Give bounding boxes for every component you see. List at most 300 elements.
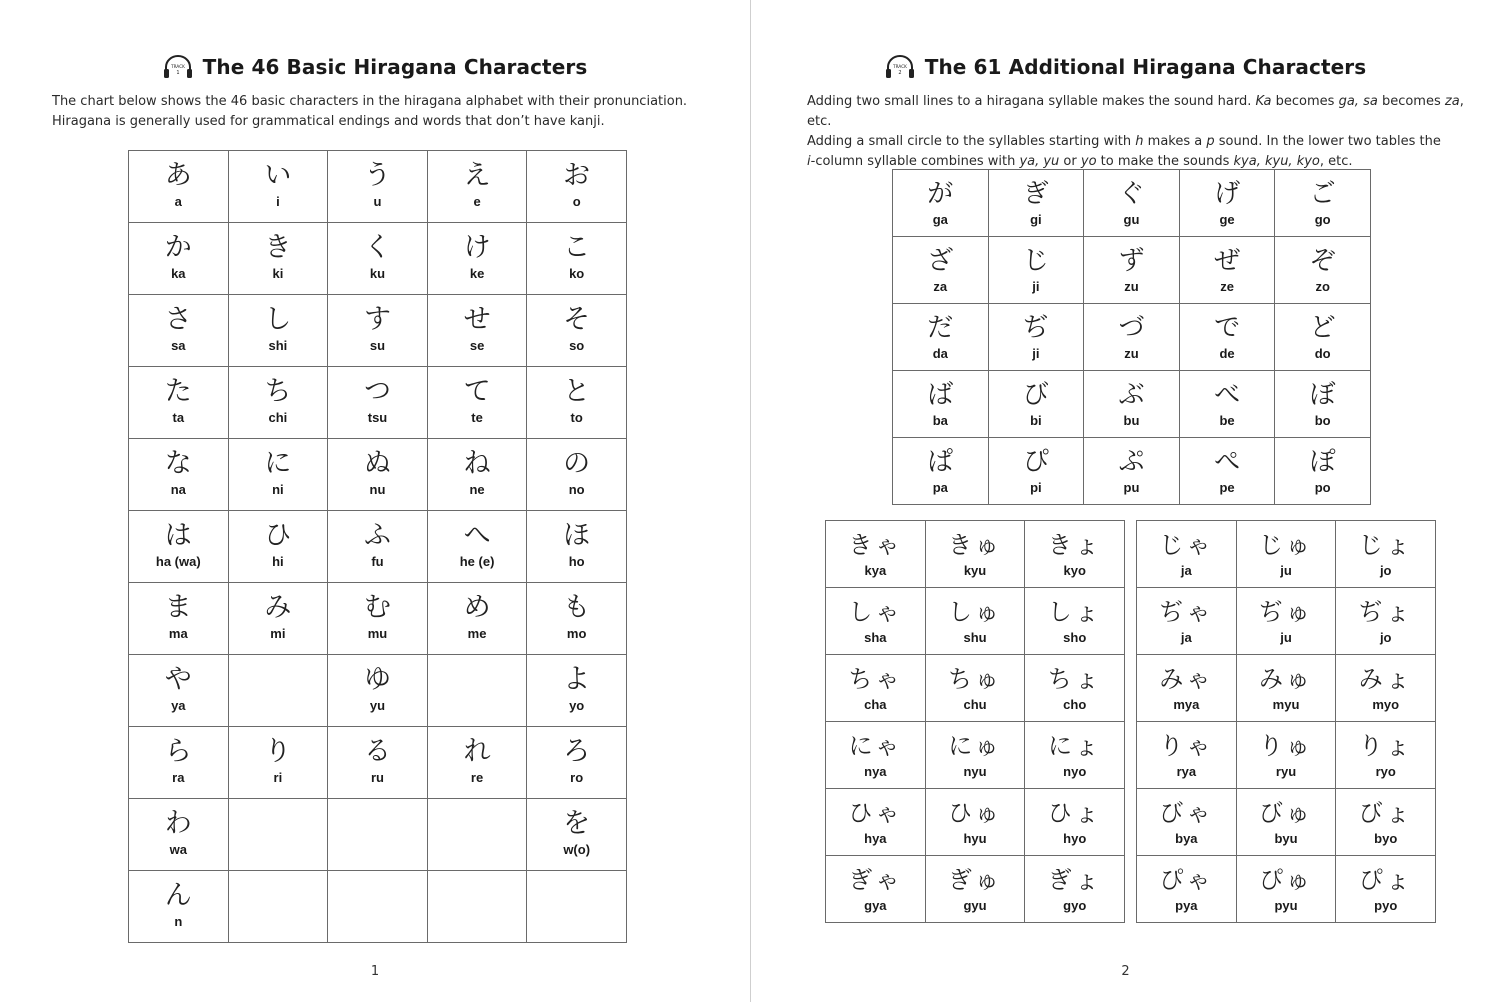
kana-character: ぱ xyxy=(927,447,954,477)
intro-text: becomes xyxy=(1377,94,1445,109)
table-row xyxy=(1137,789,1436,856)
headphones-icon xyxy=(163,54,193,80)
kana-cell xyxy=(129,655,229,727)
romaji-label: ha (wa) xyxy=(155,554,201,569)
romaji-label: bo xyxy=(1314,413,1331,428)
romaji-label: ka xyxy=(171,266,186,281)
romaji-label: yo xyxy=(569,698,585,713)
kana-character: な xyxy=(164,448,192,479)
kana-character: せ xyxy=(463,304,491,335)
kana-cell xyxy=(988,371,1084,438)
kana-cell xyxy=(988,170,1084,237)
table-row xyxy=(1137,722,1436,789)
kana-character: ぎ xyxy=(1022,179,1049,209)
kana-character: そ xyxy=(563,304,591,335)
kana-character: え xyxy=(463,160,491,191)
romaji-label: ju xyxy=(1280,630,1292,645)
kana-cell xyxy=(826,856,926,923)
kana-cell xyxy=(527,367,627,439)
romaji-label: chu xyxy=(963,697,987,712)
kana-character: ぢょ xyxy=(1358,598,1413,626)
romaji-label: mo xyxy=(566,626,587,641)
kana-character: わ xyxy=(164,808,192,839)
empty-cell xyxy=(427,655,527,727)
table-row xyxy=(1137,856,1436,923)
kana-character: ひょ xyxy=(1047,799,1102,827)
kana-cell xyxy=(328,223,428,295)
kana-character: びゃ xyxy=(1159,799,1214,827)
kana-character: しゅ xyxy=(948,598,1003,626)
kana-cell xyxy=(129,151,229,223)
kana-character: ほ xyxy=(563,520,591,551)
empty-cell xyxy=(328,871,428,943)
kana-cell xyxy=(129,583,229,655)
kana-cell xyxy=(427,151,527,223)
kana-cell xyxy=(1137,521,1237,588)
table-row xyxy=(893,371,1371,438)
kana-cell xyxy=(1137,588,1237,655)
intro-line: The chart below shows the 46 basic characters in the hiragana alphabet with their pronunciation. xyxy=(52,94,688,109)
kana-character: も xyxy=(563,592,591,623)
right-title-row xyxy=(751,54,1500,80)
kana-cell xyxy=(1236,588,1336,655)
kana-character: きゃ xyxy=(848,531,903,559)
empty-cell xyxy=(527,871,627,943)
kana-cell xyxy=(1336,856,1436,923)
kana-character: ぺ xyxy=(1214,447,1241,477)
kana-cell xyxy=(1275,438,1371,505)
kana-character: を xyxy=(563,808,591,839)
kana-cell xyxy=(228,223,328,295)
kana-character: や xyxy=(164,664,192,695)
kana-character: と xyxy=(563,376,591,407)
romaji-label: ge xyxy=(1219,212,1235,227)
intro-text: , etc. xyxy=(1319,154,1353,169)
romaji-label: sha xyxy=(864,630,887,645)
kana-character: し xyxy=(264,304,292,335)
kana-cell xyxy=(925,521,1025,588)
empty-cell xyxy=(328,799,428,871)
kana-character: づ xyxy=(1118,313,1145,343)
romaji-label: to xyxy=(570,410,583,425)
table-row xyxy=(1137,521,1436,588)
romaji-label: mu xyxy=(367,626,388,641)
romaji-label: so xyxy=(569,338,585,353)
kana-character: りゃ xyxy=(1159,732,1214,760)
track-label: TRACK xyxy=(170,64,185,69)
kana-character: ちょ xyxy=(1047,665,1102,693)
kana-character: ぶ xyxy=(1118,380,1145,410)
italic-term: h xyxy=(1135,134,1144,149)
intro-paragraph xyxy=(807,92,1487,172)
kana-cell xyxy=(988,304,1084,371)
table-row xyxy=(893,170,1371,237)
kana-cell xyxy=(129,799,229,871)
romaji-label: gya xyxy=(864,898,887,913)
kana-character: ぴょ xyxy=(1358,866,1413,894)
combination-chart-left xyxy=(825,520,1125,923)
empty-cell xyxy=(228,871,328,943)
kana-character: あ xyxy=(164,160,192,191)
kana-cell xyxy=(427,439,527,511)
table-row xyxy=(129,655,627,727)
kana-cell xyxy=(988,438,1084,505)
kana-cell xyxy=(427,511,527,583)
kana-character: ぽ xyxy=(1309,447,1336,477)
kana-character: ろ xyxy=(563,736,591,767)
kana-cell xyxy=(129,871,229,943)
kana-character: ぢゅ xyxy=(1259,598,1314,626)
romaji-label: jo xyxy=(1379,630,1392,645)
romaji-label: za xyxy=(933,279,948,294)
intro-text: sound. In the lower two tables the xyxy=(1214,134,1441,149)
kana-cell xyxy=(1084,304,1180,371)
romaji-label: pu xyxy=(1123,480,1140,495)
kana-cell xyxy=(1137,789,1237,856)
kana-cell xyxy=(1137,655,1237,722)
page-title: The 61 Additional Hiragana Characters xyxy=(924,55,1367,79)
italic-term: ga, sa xyxy=(1338,94,1378,109)
romaji-label: mi xyxy=(270,626,286,641)
kana-character: ぐ xyxy=(1118,179,1145,209)
kana-cell xyxy=(129,223,229,295)
table-row xyxy=(129,367,627,439)
kana-cell xyxy=(1275,237,1371,304)
kana-cell xyxy=(1137,722,1237,789)
romaji-label: ku xyxy=(369,266,386,281)
kana-cell xyxy=(427,367,527,439)
track-number: 2 xyxy=(898,70,902,76)
kana-cell xyxy=(893,371,989,438)
romaji-label: rya xyxy=(1176,764,1197,779)
romaji-label: sho xyxy=(1063,630,1087,645)
romaji-label: ri xyxy=(273,770,283,785)
kana-cell xyxy=(826,521,926,588)
kana-cell xyxy=(228,727,328,799)
table-row xyxy=(129,727,627,799)
romaji-label: pi xyxy=(1030,480,1042,495)
kana-character: ぢ xyxy=(1022,313,1049,343)
empty-cell xyxy=(427,799,527,871)
kana-character: に xyxy=(264,448,292,479)
kana-character: め xyxy=(463,592,491,623)
intro-text: Adding two small lines to a hiragana syllable makes the sound hard. xyxy=(807,94,1256,109)
table-row xyxy=(893,438,1371,505)
kana-cell xyxy=(925,722,1025,789)
romaji-label: do xyxy=(1314,346,1331,361)
romaji-label: gyu xyxy=(963,898,987,913)
table-row xyxy=(826,588,1125,655)
kana-cell xyxy=(826,789,926,856)
kana-character: う xyxy=(363,160,391,191)
intro-text: to make the sounds xyxy=(1096,154,1234,169)
kana-character: は xyxy=(164,520,192,551)
kana-cell xyxy=(1025,521,1125,588)
intro-line: Hiragana is generally used for grammatical endings and words that don’t have kanji. xyxy=(52,114,605,129)
romaji-label: ju xyxy=(1280,563,1292,578)
romaji-label: na xyxy=(170,482,186,497)
italic-term: i xyxy=(807,154,811,169)
kana-character: ひ xyxy=(264,520,292,551)
romaji-label: hyu xyxy=(963,831,987,846)
kana-character: ひゃ xyxy=(848,799,903,827)
kana-cell xyxy=(1236,521,1336,588)
romaji-label: ma xyxy=(168,626,188,641)
kana-character: ら xyxy=(164,736,192,767)
kana-character: ぢゃ xyxy=(1159,598,1214,626)
kana-cell xyxy=(988,237,1084,304)
intro-text: Adding a small circle to the syllables starting with xyxy=(807,134,1136,149)
romaji-label: n xyxy=(174,914,183,929)
romaji-label: jo xyxy=(1379,563,1392,578)
italic-term: kya, kyu, kyo xyxy=(1233,154,1320,169)
kana-cell xyxy=(925,588,1025,655)
kana-character: じゅ xyxy=(1259,531,1314,559)
romaji-label: ji xyxy=(1032,279,1040,294)
kana-character: ぬ xyxy=(363,448,391,479)
kana-cell xyxy=(1336,521,1436,588)
romaji-label: go xyxy=(1314,212,1331,227)
kana-cell xyxy=(527,295,627,367)
kana-character: ご xyxy=(1309,179,1336,209)
kana-character: ど xyxy=(1309,313,1336,343)
basic-hiragana-chart xyxy=(128,150,627,943)
kana-cell xyxy=(527,583,627,655)
romaji-label: nya xyxy=(864,764,887,779)
kana-cell xyxy=(1025,588,1125,655)
kana-character: の xyxy=(563,448,591,479)
romaji-label: myu xyxy=(1272,697,1300,712)
romaji-label: nu xyxy=(369,482,386,497)
kana-cell xyxy=(1025,856,1125,923)
intro-paragraph xyxy=(52,92,692,132)
kana-character: りょ xyxy=(1358,732,1413,760)
table-row xyxy=(129,871,627,943)
kana-cell xyxy=(129,367,229,439)
kana-cell xyxy=(925,789,1025,856)
kana-character: よ xyxy=(563,664,591,695)
kana-cell xyxy=(129,511,229,583)
kana-cell xyxy=(129,727,229,799)
kana-character: ぷ xyxy=(1118,447,1145,477)
italic-term: ya, yu xyxy=(1019,154,1060,169)
romaji-label: ryu xyxy=(1275,764,1297,779)
romaji-label: tsu xyxy=(367,410,388,425)
kana-cell xyxy=(1025,655,1125,722)
kana-cell xyxy=(1179,170,1275,237)
romaji-label: po xyxy=(1314,480,1331,495)
voiced-hiragana-chart xyxy=(892,169,1371,505)
romaji-label: ryo xyxy=(1375,764,1396,779)
romaji-label: byu xyxy=(1274,831,1298,846)
romaji-label: myo xyxy=(1372,697,1400,712)
romaji-label: hi xyxy=(272,554,284,569)
romaji-label: pyo xyxy=(1374,898,1398,913)
romaji-label: i xyxy=(276,194,280,209)
intro-line xyxy=(807,134,1441,149)
kana-character: べ xyxy=(1214,380,1241,410)
romaji-label: ko xyxy=(569,266,585,281)
kana-cell xyxy=(228,367,328,439)
kana-cell xyxy=(1084,371,1180,438)
romaji-label: nyo xyxy=(1063,764,1087,779)
romaji-label: ho xyxy=(568,554,585,569)
kana-cell xyxy=(893,170,989,237)
kana-cell xyxy=(1336,655,1436,722)
table-row xyxy=(1137,655,1436,722)
kana-character: へ xyxy=(463,520,491,551)
kana-character: びょ xyxy=(1358,799,1413,827)
romaji-label: kyu xyxy=(963,563,987,578)
romaji-label: cho xyxy=(1063,697,1087,712)
kana-cell xyxy=(228,151,328,223)
kana-cell xyxy=(893,237,989,304)
romaji-label: be xyxy=(1219,413,1235,428)
kana-cell xyxy=(228,511,328,583)
romaji-label: ja xyxy=(1180,563,1192,578)
kana-cell xyxy=(228,439,328,511)
romaji-label: me xyxy=(467,626,487,641)
table-row xyxy=(129,223,627,295)
kana-cell xyxy=(228,295,328,367)
kana-cell xyxy=(826,588,926,655)
kana-cell xyxy=(893,304,989,371)
romaji-label: kyo xyxy=(1063,563,1086,578)
italic-term: yo xyxy=(1080,154,1097,169)
kana-cell xyxy=(527,151,627,223)
kana-character: ゆ xyxy=(363,664,391,695)
romaji-label: ta xyxy=(172,410,185,425)
romaji-label: fu xyxy=(371,554,384,569)
kana-cell xyxy=(925,655,1025,722)
kana-cell xyxy=(527,727,627,799)
kana-cell xyxy=(1084,438,1180,505)
kana-cell xyxy=(1025,722,1125,789)
romaji-label: w(o) xyxy=(563,842,591,857)
kana-cell xyxy=(1025,789,1125,856)
kana-character: ざ xyxy=(927,246,954,276)
kana-character: ん xyxy=(164,880,192,911)
kana-cell xyxy=(1137,856,1237,923)
kana-cell xyxy=(527,799,627,871)
kana-cell xyxy=(328,655,428,727)
romaji-label: ga xyxy=(932,212,948,227)
kana-character: しょ xyxy=(1047,598,1102,626)
romaji-label: he (e) xyxy=(459,554,495,569)
kana-character: ぴゃ xyxy=(1159,866,1214,894)
romaji-label: u xyxy=(373,194,382,209)
romaji-label: mya xyxy=(1173,697,1200,712)
combination-chart-right xyxy=(1136,520,1436,923)
kana-character: ぎゃ xyxy=(848,866,903,894)
intro-text: or xyxy=(1059,154,1081,169)
kana-character: い xyxy=(264,160,292,191)
headphones-icon xyxy=(885,54,915,80)
kana-character: ね xyxy=(463,448,491,479)
romaji-label: ya xyxy=(171,698,186,713)
empty-cell xyxy=(228,799,328,871)
romaji-label: de xyxy=(1219,346,1235,361)
table-row xyxy=(826,789,1125,856)
romaji-label: nyu xyxy=(963,764,987,779)
kana-character: む xyxy=(363,592,391,623)
kana-cell xyxy=(826,655,926,722)
kana-cell xyxy=(1179,371,1275,438)
kana-character: ひゅ xyxy=(948,799,1003,827)
romaji-label: hyo xyxy=(1063,831,1087,846)
kana-character: にゃ xyxy=(848,732,903,760)
kana-character: び xyxy=(1022,380,1049,410)
kana-cell xyxy=(1336,588,1436,655)
romaji-label: ro xyxy=(570,770,584,785)
kana-character: ぼ xyxy=(1309,380,1336,410)
table-row xyxy=(893,304,1371,371)
romaji-label: shu xyxy=(963,630,987,645)
romaji-label: ra xyxy=(172,770,185,785)
kana-cell xyxy=(826,722,926,789)
table-row xyxy=(1137,588,1436,655)
empty-cell xyxy=(427,871,527,943)
kana-character: ち xyxy=(264,376,292,407)
intro-text: , etc. xyxy=(807,94,1464,129)
romaji-label: da xyxy=(932,346,948,361)
kana-character: にょ xyxy=(1047,732,1102,760)
kana-cell xyxy=(1236,655,1336,722)
romaji-label: ba xyxy=(932,413,948,428)
kana-cell xyxy=(925,856,1025,923)
kana-character: か xyxy=(164,232,192,263)
right-page xyxy=(751,0,1500,1002)
kana-character: く xyxy=(363,232,391,263)
page-number: 1 xyxy=(370,964,380,979)
romaji-label: ja xyxy=(1180,630,1192,645)
kana-cell xyxy=(328,295,428,367)
kana-character: ぞ xyxy=(1309,246,1336,276)
kana-cell xyxy=(1084,170,1180,237)
italic-term: p xyxy=(1206,134,1215,149)
kana-character: つ xyxy=(363,376,391,407)
kana-cell xyxy=(427,223,527,295)
kana-cell xyxy=(427,727,527,799)
romaji-label: ne xyxy=(469,482,485,497)
kana-cell xyxy=(527,223,627,295)
romaji-label: wa xyxy=(169,842,187,857)
romaji-label: sa xyxy=(171,338,186,353)
page-number: 2 xyxy=(1121,964,1130,979)
kana-character: きょ xyxy=(1047,531,1102,559)
intro-line xyxy=(807,154,1353,169)
italic-term: Ka xyxy=(1255,94,1272,109)
kana-character: て xyxy=(463,376,491,407)
kana-cell xyxy=(1236,856,1336,923)
table-row xyxy=(129,295,627,367)
kana-cell xyxy=(1236,722,1336,789)
kana-character: りゅ xyxy=(1259,732,1314,760)
romaji-label: ru xyxy=(370,770,384,785)
table-row xyxy=(826,521,1125,588)
kana-character: け xyxy=(463,232,491,263)
kana-cell xyxy=(129,295,229,367)
intro-line xyxy=(807,94,1464,129)
kana-character: みゅ xyxy=(1259,665,1314,693)
romaji-label: pa xyxy=(932,480,948,495)
kana-cell xyxy=(1275,304,1371,371)
intro-text: -column syllable combines with xyxy=(810,154,1020,169)
table-row xyxy=(129,439,627,511)
kana-character: みょ xyxy=(1358,665,1413,693)
kana-character: ぜ xyxy=(1214,246,1241,276)
romaji-label: te xyxy=(471,410,483,425)
